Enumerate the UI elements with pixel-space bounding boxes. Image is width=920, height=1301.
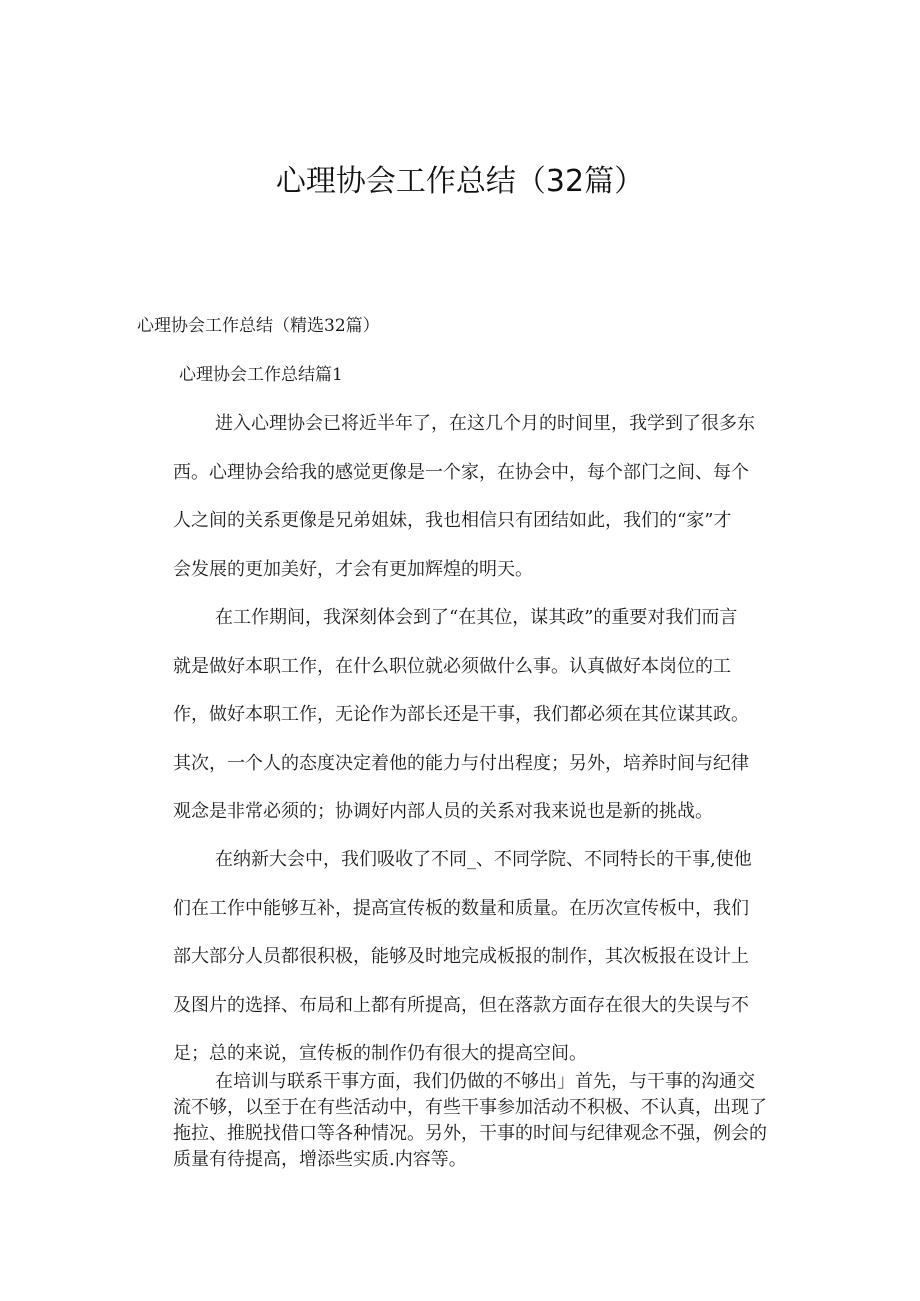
paragraph-1 xyxy=(137,400,784,594)
paragraph-2-line-4: 其次，一个人的态度决定着他的能力与付出程度；另外，培养时间与纪律 xyxy=(173,752,749,774)
paragraph-1-line-2: 西。心理协会给我的感觉更像是一个家，在协会中，每个部门之间、每个 xyxy=(173,461,749,483)
paragraph-2-line-3: 作，做好本职工作，无论作为部长还是干事，我们都必须在其位谋其政。 xyxy=(173,704,749,726)
paragraph-2-line-1: 在工作期间，我深刻体会到了“在其位，谋其政”的重要对我们而言 xyxy=(215,607,738,628)
paragraph-3 xyxy=(137,836,784,1079)
paragraph-4-line-4: 质量有待提高，增添些实质.内容等。 xyxy=(173,1149,467,1170)
paragraph-4-line-3: 拖拉、推脱找借口等各种情况。另外，干事的时间与纪律观念不强，例会的 xyxy=(173,1123,767,1144)
paragraph-4 xyxy=(137,1069,784,1173)
paragraph-1-line-3: 人之间的关系更像是兄弟姐妹，我也相信只有团结如此，我们的“家”才 xyxy=(173,510,732,532)
paragraph-1-line-1: 进入心理协会已将近半年了，在这几个月的时间里，我学到了很多东 xyxy=(215,413,755,434)
paragraph-3-line-5: 足；总的来说，宣传板的制作仍有很大的提高空间。 xyxy=(173,1043,587,1065)
paragraph-2 xyxy=(137,594,784,837)
paragraph-2-line-5: 观念是非常必须的；协调好内部人员的关系对我来说也是新的挑战。 xyxy=(173,801,713,823)
paragraph-3-line-3: 部大部分人员都很积极，能够及时地完成板报的制作，其次板报在设计上 xyxy=(173,946,749,968)
paragraph-3-line-2: 们在工作中能够互补，提高宣传板的数量和质量。在历次宣传板中，我们 xyxy=(173,897,749,919)
document-title: 心理协会工作总结（32篇） xyxy=(275,164,645,199)
document-subtitle: 心理协会工作总结（精选32篇） xyxy=(137,316,380,336)
paragraph-3-line-1: 在纳新大会中，我们吸收了不同_、不同学院、不同特长的干事,使他 xyxy=(215,849,752,870)
paragraph-1-line-4: 会发展的更加美好，才会有更加辉煌的明天。 xyxy=(173,558,533,580)
paragraph-4-line-1: 在培训与联系干事方面，我们仍做的不够出」首先，与干事的沟通交 xyxy=(215,1071,755,1092)
section-heading: 心理协会工作总结篇1 xyxy=(179,365,343,385)
paragraph-2-line-2: 就是做好本职工作，在什么职位就必须做什么事。认真做好本岗位的工 xyxy=(173,655,731,677)
paragraph-3-line-4: 及图片的选择、布局和上都有所提高，但在落款方面存在很大的失误与不 xyxy=(173,994,749,1016)
paragraph-4-line-2: 流不够，以至于在有些活动中，有些干事参加活动不积极、不认真，出现了 xyxy=(173,1097,767,1118)
